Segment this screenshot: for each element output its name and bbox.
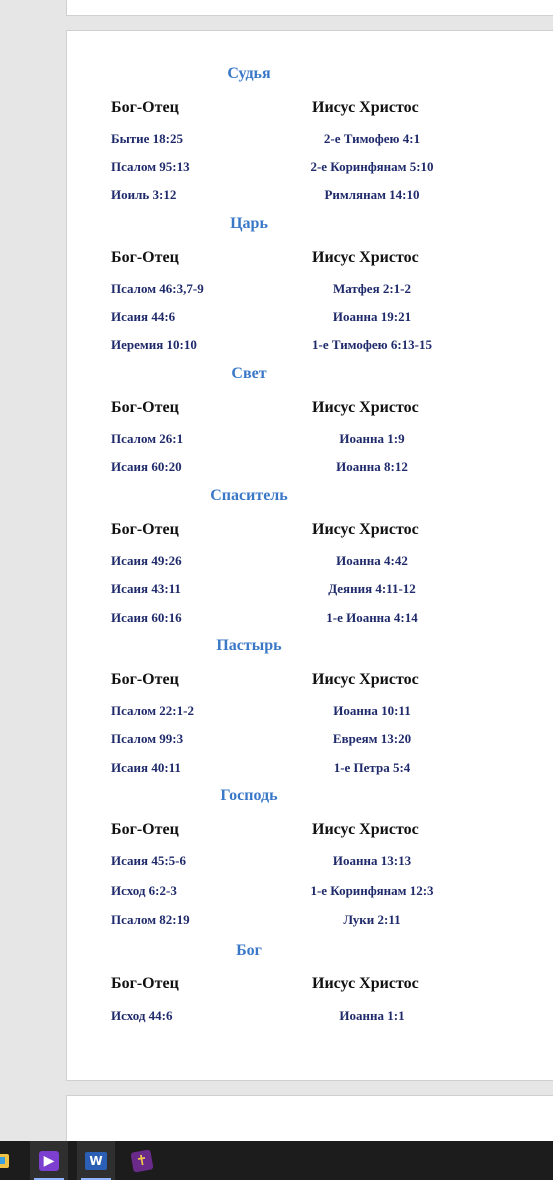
reference-right: Евреям 13:20 (332, 731, 412, 746)
column-header-right: Иисус Христос (312, 521, 419, 538)
reference-right: Иоанна 10:11 (333, 703, 411, 718)
visual-studio-icon: ▶ (39, 1151, 59, 1171)
reference-right: 1-е Иоанна 4:14 (326, 610, 418, 625)
reference-left: Иеремия 10:10 (111, 337, 197, 352)
file-explorer-icon (0, 1154, 9, 1168)
section-title: Бог (236, 942, 262, 959)
column-header-right: Иисус Христос (312, 975, 419, 992)
section-title: Царь (230, 215, 268, 232)
taskbar-word-button[interactable] (77, 1141, 115, 1180)
previous-page (66, 0, 553, 16)
reference-left: Исход 6:2-3 (111, 883, 177, 898)
taskbar-file-explorer-button[interactable] (0, 1141, 19, 1180)
word-icon: W (85, 1152, 107, 1170)
reference-left: Исаия 49:26 (111, 553, 182, 568)
reference-right: 2-е Коринфянам 5:10 (310, 159, 434, 174)
column-header-right: Иисус Христос (312, 399, 419, 416)
column-header-left: Бог-Отец (111, 249, 179, 266)
reference-right: Иоанна 1:1 (339, 1008, 405, 1023)
taskbar-bible-app-button[interactable] (123, 1141, 161, 1180)
reference-left: Исаия 45:5-6 (111, 853, 186, 868)
column-header-left: Бог-Отец (111, 521, 179, 538)
column-header-right: Иисус Христос (312, 821, 419, 838)
reference-left: Исаия 60:16 (111, 610, 182, 625)
reference-right: Римлянам 14:10 (324, 187, 420, 202)
column-header-left: Бог-Отец (111, 99, 179, 116)
reference-right: Иоанна 8:12 (336, 459, 408, 474)
column-header-left: Бог-Отец (111, 821, 179, 838)
column-header-left: Бог-Отец (111, 671, 179, 688)
reference-right: Иоанна 4:42 (336, 553, 408, 568)
column-header-right: Иисус Христос (312, 249, 419, 266)
section-title: Господь (220, 787, 278, 804)
reference-left: Псалом 22:1-2 (111, 703, 194, 718)
reference-left: Псалом 26:1 (111, 431, 184, 446)
reference-right: Иоанна 1:9 (339, 431, 405, 446)
reference-left: Исаия 40:11 (111, 760, 181, 775)
bible-app-icon: ✝ (130, 1149, 153, 1172)
reference-left: Исаия 44:6 (111, 309, 176, 324)
next-page (66, 1095, 553, 1141)
reference-right: Матфея 2:1-2 (332, 281, 412, 296)
reference-left: Исаия 60:20 (111, 459, 182, 474)
section-title: Пастырь (216, 637, 282, 654)
reference-right: Иоанна 19:21 (332, 309, 412, 324)
reference-right: 1-е Петра 5:4 (333, 760, 411, 775)
reference-left: Бытие 18:25 (111, 131, 183, 146)
reference-right: Иоанна 13:13 (332, 853, 412, 868)
reference-right: 2-е Тимофею 4:1 (323, 131, 421, 146)
reference-left: Псалом 99:3 (111, 731, 184, 746)
taskbar (0, 1141, 553, 1180)
section-title: Судья (227, 65, 271, 82)
column-header-right: Иисус Христос (312, 671, 419, 688)
reference-left: Псалом 82:19 (111, 912, 190, 927)
reference-right: 1-е Коринфянам 12:3 (310, 883, 434, 898)
column-header-right: Иисус Христос (312, 99, 419, 116)
reference-right: Луки 2:11 (343, 912, 401, 927)
section-title: Свет (231, 365, 267, 382)
column-header-left: Бог-Отец (111, 399, 179, 416)
reference-right: Деяния 4:11-12 (328, 581, 416, 596)
column-header-left: Бог-Отец (111, 975, 179, 992)
section-title: Спаситель (210, 487, 288, 504)
reference-left: Псалом 46:3,7-9 (111, 281, 204, 296)
reference-left: Исход 44:6 (111, 1008, 173, 1023)
document-page (66, 30, 553, 1081)
taskbar-visual-studio-button[interactable] (30, 1141, 68, 1180)
reference-left: Иоиль 3:12 (111, 187, 177, 202)
reference-left: Исаия 43:11 (111, 581, 181, 596)
reference-left: Псалом 95:13 (111, 159, 190, 174)
reference-right: 1-е Тимофею 6:13-15 (312, 337, 432, 352)
